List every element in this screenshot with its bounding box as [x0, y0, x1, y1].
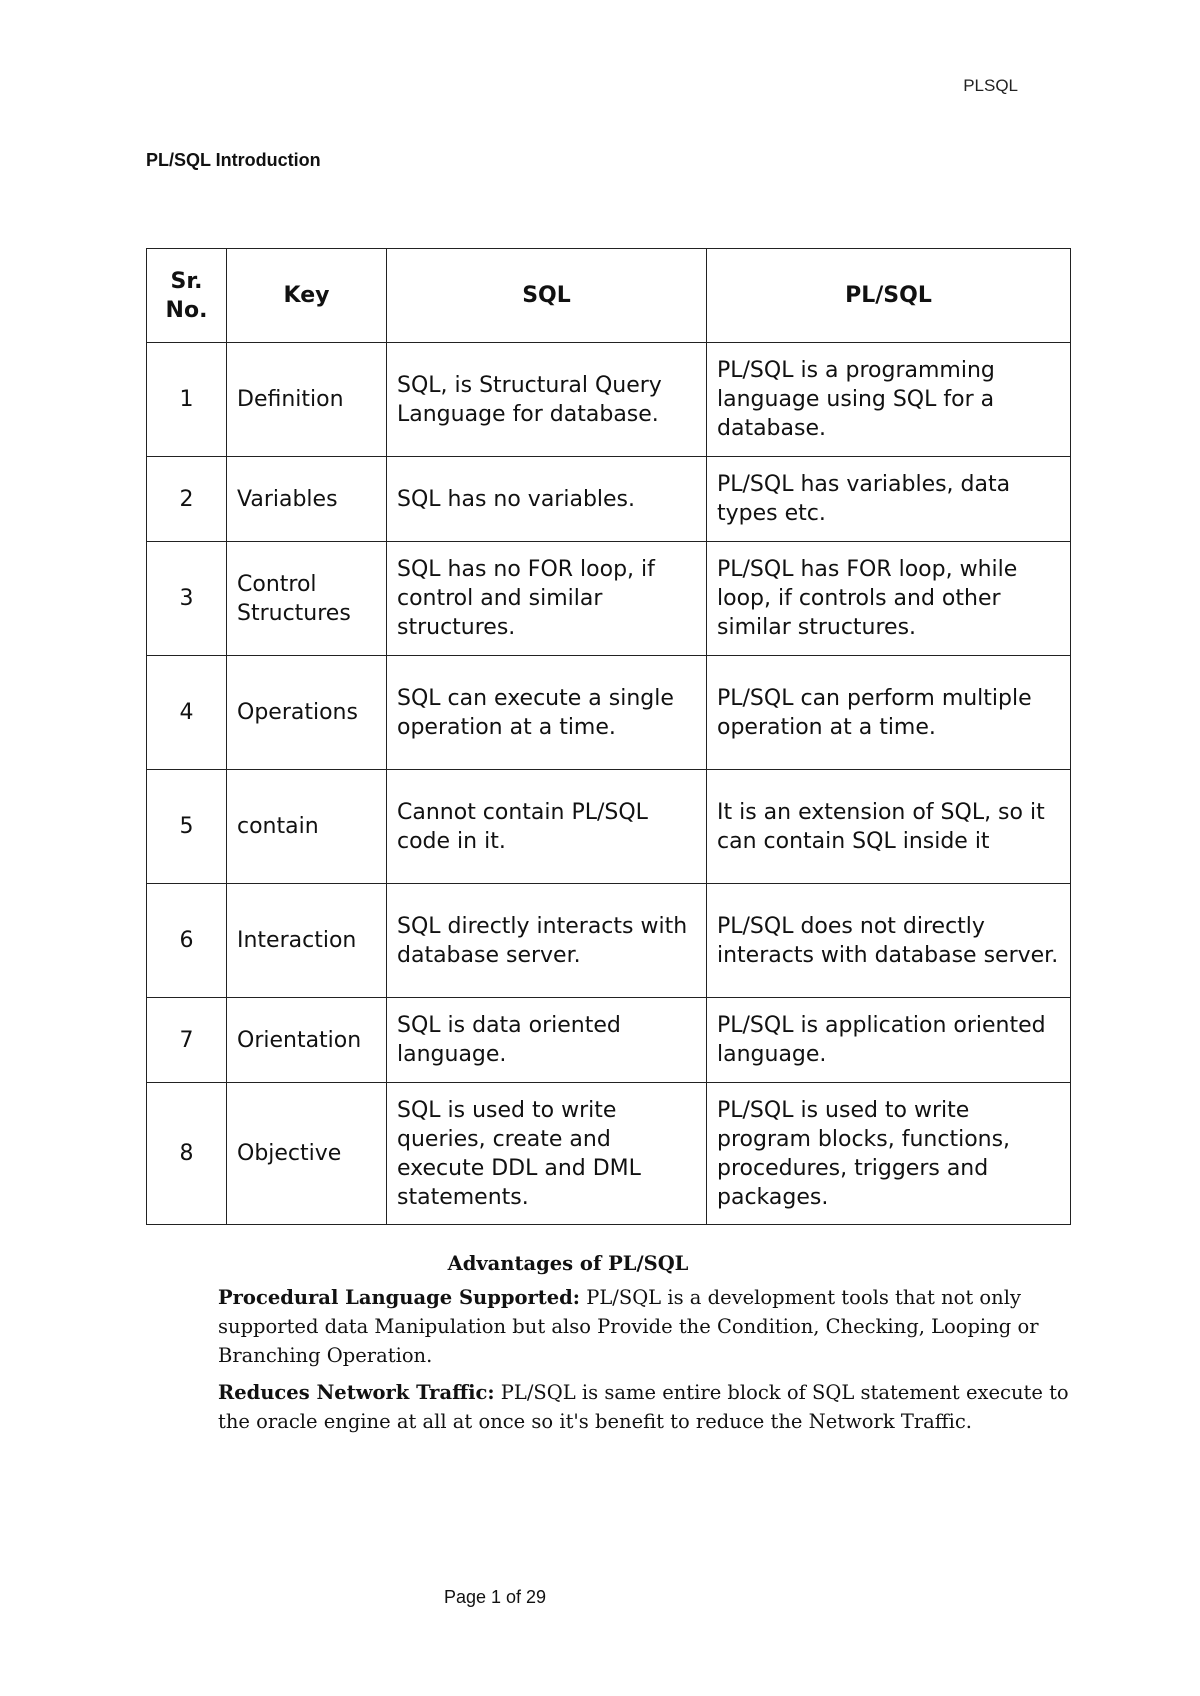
comparison-table	[146, 248, 1071, 1225]
table-row	[147, 1083, 1071, 1225]
advantage-text: PL/SQL is same entire block of SQL statement execute to the oracle engine at all at once so it's benefit to reduce the Network Traffic.	[218, 1381, 1069, 1433]
table-header-row	[147, 249, 1071, 343]
table-row	[147, 884, 1071, 998]
row-key: Control Structures	[227, 542, 387, 656]
row-number: 2	[147, 457, 227, 542]
advantage-paragraph	[218, 1283, 1078, 1370]
advantages-heading: Advantages of PL/SQL	[447, 1252, 689, 1275]
row-number: 5	[147, 770, 227, 884]
table-row	[147, 656, 1071, 770]
header-plsql: PL/SQL	[707, 249, 1071, 343]
row-plsql: PL/SQL has variables, data types etc.	[707, 457, 1071, 542]
header-sr-no: Sr. No.	[147, 249, 227, 343]
advantages-section	[218, 1252, 1078, 1444]
row-key: Variables	[227, 457, 387, 542]
row-sql: Cannot contain PL/SQL code in it.	[387, 770, 707, 884]
row-number: 6	[147, 884, 227, 998]
row-plsql: PL/SQL does not directly interacts with database server.	[707, 884, 1071, 998]
table-row	[147, 770, 1071, 884]
row-plsql: It is an extension of SQL, so it can contain SQL inside it	[707, 770, 1071, 884]
table-row	[147, 343, 1071, 457]
row-plsql: PL/SQL is a programming language using SQL for a database.	[707, 343, 1071, 457]
document-title: PL/SQL Introduction	[146, 150, 321, 170]
advantage-text: PL/SQL is a development tools that not only supported data Manipulation but also Provide the Condition, Checking, Looping or Branching Operation.	[218, 1286, 1039, 1367]
row-sql: SQL is data oriented language.	[387, 998, 707, 1083]
row-key: Operations	[227, 656, 387, 770]
row-sql: SQL, is Structural Query Language for database.	[387, 343, 707, 457]
row-plsql: PL/SQL is used to write program blocks, functions, procedures, triggers and packages.	[707, 1083, 1071, 1225]
row-key: Orientation	[227, 998, 387, 1083]
advantage-term: Procedural Language Supported:	[218, 1286, 580, 1309]
header-sql: SQL	[387, 249, 707, 343]
row-sql: SQL is used to write queries, create and execute DDL and DML statements.	[387, 1083, 707, 1225]
row-number: 3	[147, 542, 227, 656]
row-key: Interaction	[227, 884, 387, 998]
header-key: Key	[227, 249, 387, 343]
row-sql: SQL has no variables.	[387, 457, 707, 542]
row-sql: SQL directly interacts with database server.	[387, 884, 707, 998]
advantage-term: Reduces Network Traffic:	[218, 1381, 495, 1404]
row-key: Definition	[227, 343, 387, 457]
table-row	[147, 542, 1071, 656]
row-number: 4	[147, 656, 227, 770]
row-key: contain	[227, 770, 387, 884]
row-plsql: PL/SQL has FOR loop, while loop, if controls and other similar structures.	[707, 542, 1071, 656]
row-number: 8	[147, 1083, 227, 1225]
advantage-paragraph	[218, 1378, 1078, 1436]
row-number: 7	[147, 998, 227, 1083]
row-sql: SQL can execute a single operation at a time.	[387, 656, 707, 770]
row-plsql: PL/SQL can perform multiple operation at a time.	[707, 656, 1071, 770]
row-plsql: PL/SQL is application oriented language.	[707, 998, 1071, 1083]
row-key: Objective	[227, 1083, 387, 1225]
table-row	[147, 457, 1071, 542]
row-number: 1	[147, 343, 227, 457]
table-row	[147, 998, 1071, 1083]
page-number: Page 1 of 29	[443, 1587, 547, 1607]
running-header: PLSQL	[963, 76, 1018, 95]
row-sql: SQL has no FOR loop, if control and similar structures.	[387, 542, 707, 656]
